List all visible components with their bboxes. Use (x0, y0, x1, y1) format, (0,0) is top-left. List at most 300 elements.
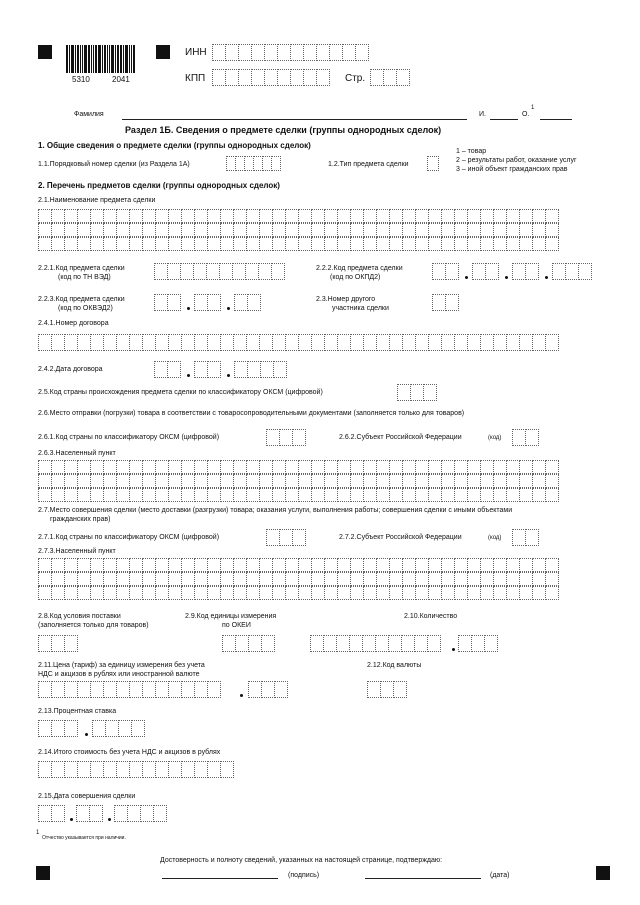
char-cell[interactable] (64, 572, 78, 586)
char-cell[interactable] (441, 223, 455, 237)
char-cell[interactable] (194, 209, 208, 223)
char-cell[interactable] (545, 460, 559, 474)
char-cell[interactable] (285, 488, 299, 502)
char-cell[interactable] (279, 429, 293, 446)
char-cell[interactable] (155, 237, 169, 251)
char-cell[interactable] (389, 460, 403, 474)
char-cell[interactable] (116, 572, 130, 586)
char-cell[interactable] (103, 761, 117, 778)
char-cell[interactable] (337, 586, 351, 600)
char-cell[interactable] (194, 761, 208, 778)
char-cell[interactable] (506, 237, 520, 251)
inn-field[interactable] (212, 44, 369, 61)
f273-row-1[interactable] (38, 558, 559, 572)
char-cell[interactable] (337, 572, 351, 586)
char-cell[interactable] (506, 474, 520, 488)
char-cell[interactable] (311, 223, 325, 237)
char-cell[interactable] (233, 223, 247, 237)
char-cell[interactable] (259, 237, 273, 251)
char-cell[interactable] (64, 460, 78, 474)
char-cell[interactable] (525, 263, 539, 280)
char-cell[interactable] (181, 223, 195, 237)
char-cell[interactable] (350, 586, 364, 600)
char-cell[interactable] (92, 720, 106, 737)
char-cell[interactable] (220, 460, 234, 474)
char-cell[interactable] (396, 69, 410, 86)
char-cell[interactable] (219, 263, 233, 280)
page-number-field[interactable] (370, 69, 410, 86)
char-cell[interactable] (506, 586, 520, 600)
char-cell[interactable] (194, 334, 208, 351)
char-cell[interactable] (245, 263, 259, 280)
char-cell[interactable] (38, 681, 52, 698)
char-cell[interactable] (467, 572, 481, 586)
char-cell[interactable] (484, 635, 498, 652)
char-cell[interactable] (402, 460, 416, 474)
f214-field[interactable] (38, 761, 234, 778)
char-cell[interactable] (247, 361, 261, 378)
char-cell[interactable] (506, 558, 520, 572)
char-cell[interactable] (493, 474, 507, 488)
char-cell[interactable] (272, 558, 286, 572)
char-cell[interactable] (259, 558, 273, 572)
char-cell[interactable] (207, 460, 221, 474)
char-cell[interactable] (545, 572, 559, 586)
char-cell[interactable] (246, 237, 260, 251)
char-cell[interactable] (350, 209, 364, 223)
char-cell[interactable] (129, 460, 143, 474)
char-cell[interactable] (337, 474, 351, 488)
char-cell[interactable] (212, 44, 226, 61)
char-cell[interactable] (90, 237, 104, 251)
char-cell[interactable] (310, 635, 324, 652)
char-cell[interactable] (532, 586, 546, 600)
char-cell[interactable] (264, 69, 278, 86)
initial-second-line[interactable] (540, 119, 572, 120)
char-cell[interactable] (207, 361, 221, 378)
char-cell[interactable] (402, 209, 416, 223)
f263-row-2[interactable] (38, 474, 559, 488)
char-cell[interactable] (129, 474, 143, 488)
f221-field[interactable] (154, 263, 285, 280)
char-cell[interactable] (480, 460, 494, 474)
char-cell[interactable] (285, 558, 299, 572)
char-cell[interactable] (402, 572, 416, 586)
char-cell[interactable] (181, 237, 195, 251)
char-cell[interactable] (355, 44, 369, 61)
char-cell[interactable] (103, 572, 117, 586)
char-cell[interactable] (103, 460, 117, 474)
char-cell[interactable] (64, 761, 78, 778)
char-cell[interactable] (51, 720, 65, 737)
char-cell[interactable] (129, 572, 143, 586)
char-cell[interactable] (246, 572, 260, 586)
char-cell[interactable] (441, 488, 455, 502)
char-cell[interactable] (154, 263, 168, 280)
char-cell[interactable] (181, 209, 195, 223)
char-cell[interactable] (247, 294, 261, 311)
f271-field[interactable] (266, 529, 306, 546)
char-cell[interactable] (246, 586, 260, 600)
char-cell[interactable] (493, 586, 507, 600)
char-cell[interactable] (220, 237, 234, 251)
f21-row-2[interactable] (38, 223, 559, 237)
char-cell[interactable] (480, 223, 494, 237)
char-cell[interactable] (445, 294, 459, 311)
char-cell[interactable] (383, 69, 397, 86)
char-cell[interactable] (316, 44, 330, 61)
char-cell[interactable] (142, 237, 156, 251)
char-cell[interactable] (207, 488, 221, 502)
char-cell[interactable] (427, 635, 441, 652)
char-cell[interactable] (493, 572, 507, 586)
char-cell[interactable] (168, 223, 182, 237)
char-cell[interactable] (349, 635, 363, 652)
f273-row-2[interactable] (38, 572, 559, 586)
char-cell[interactable] (402, 223, 416, 237)
char-cell[interactable] (129, 223, 143, 237)
char-cell[interactable] (168, 586, 182, 600)
char-cell[interactable] (142, 334, 156, 351)
char-cell[interactable] (480, 488, 494, 502)
char-cell[interactable] (303, 69, 317, 86)
char-cell[interactable] (220, 223, 234, 237)
char-cell[interactable] (370, 69, 384, 86)
char-cell[interactable] (389, 488, 403, 502)
char-cell[interactable] (38, 586, 52, 600)
char-cell[interactable] (545, 237, 559, 251)
char-cell[interactable] (90, 474, 104, 488)
char-cell[interactable] (376, 558, 390, 572)
char-cell[interactable] (578, 263, 592, 280)
char-cell[interactable] (168, 237, 182, 251)
f210-field-int[interactable] (310, 635, 441, 652)
char-cell[interactable] (376, 572, 390, 586)
char-cell[interactable] (168, 761, 182, 778)
char-cell[interactable] (311, 209, 325, 223)
f212-field[interactable] (367, 681, 407, 698)
char-cell[interactable] (303, 44, 317, 61)
char-cell[interactable] (90, 460, 104, 474)
char-cell[interactable] (311, 488, 325, 502)
f29-field[interactable] (222, 635, 275, 652)
char-cell[interactable] (246, 209, 260, 223)
char-cell[interactable] (454, 586, 468, 600)
char-cell[interactable] (272, 209, 286, 223)
char-cell[interactable] (376, 334, 390, 351)
char-cell[interactable] (194, 460, 208, 474)
char-cell[interactable] (142, 488, 156, 502)
char-cell[interactable] (454, 572, 468, 586)
char-cell[interactable] (388, 635, 402, 652)
char-cell[interactable] (532, 488, 546, 502)
char-cell[interactable] (480, 558, 494, 572)
char-cell[interactable] (376, 488, 390, 502)
char-cell[interactable] (116, 761, 130, 778)
char-cell[interactable] (51, 572, 65, 586)
char-cell[interactable] (259, 460, 273, 474)
char-cell[interactable] (545, 223, 559, 237)
char-cell[interactable] (342, 44, 356, 61)
char-cell[interactable] (363, 586, 377, 600)
char-cell[interactable] (142, 761, 156, 778)
char-cell[interactable] (389, 572, 403, 586)
char-cell[interactable] (233, 237, 247, 251)
s1-f11-field[interactable] (226, 156, 281, 171)
char-cell[interactable] (51, 805, 65, 822)
char-cell[interactable] (565, 263, 579, 280)
char-cell[interactable] (103, 209, 117, 223)
char-cell[interactable] (194, 681, 208, 698)
char-cell[interactable] (103, 558, 117, 572)
char-cell[interactable] (512, 263, 526, 280)
char-cell[interactable] (194, 237, 208, 251)
char-cell[interactable] (129, 681, 143, 698)
char-cell[interactable] (64, 720, 78, 737)
char-cell[interactable] (298, 558, 312, 572)
char-cell[interactable] (90, 681, 104, 698)
char-cell[interactable] (51, 223, 65, 237)
char-cell[interactable] (155, 474, 169, 488)
char-cell[interactable] (168, 558, 182, 572)
char-cell[interactable] (376, 586, 390, 600)
char-cell[interactable] (415, 209, 429, 223)
char-cell[interactable] (64, 681, 78, 698)
char-cell[interactable] (441, 558, 455, 572)
char-cell[interactable] (76, 805, 90, 822)
char-cell[interactable] (337, 488, 351, 502)
char-cell[interactable] (285, 223, 299, 237)
char-cell[interactable] (552, 263, 566, 280)
char-cell[interactable] (350, 572, 364, 586)
char-cell[interactable] (272, 488, 286, 502)
char-cell[interactable] (142, 223, 156, 237)
char-cell[interactable] (389, 334, 403, 351)
char-cell[interactable] (118, 720, 132, 737)
char-cell[interactable] (261, 681, 275, 698)
char-cell[interactable] (519, 237, 533, 251)
char-cell[interactable] (90, 558, 104, 572)
char-cell[interactable] (506, 572, 520, 586)
char-cell[interactable] (428, 488, 442, 502)
char-cell[interactable] (506, 223, 520, 237)
char-cell[interactable] (155, 223, 169, 237)
char-cell[interactable] (337, 334, 351, 351)
char-cell[interactable] (329, 44, 343, 61)
char-cell[interactable] (402, 334, 416, 351)
char-cell[interactable] (324, 223, 338, 237)
char-cell[interactable] (193, 263, 207, 280)
char-cell[interactable] (103, 223, 117, 237)
char-cell[interactable] (155, 209, 169, 223)
char-cell[interactable] (194, 558, 208, 572)
char-cell[interactable] (64, 237, 78, 251)
char-cell[interactable] (480, 209, 494, 223)
char-cell[interactable] (220, 488, 234, 502)
char-cell[interactable] (129, 586, 143, 600)
char-cell[interactable] (545, 209, 559, 223)
char-cell[interactable] (350, 334, 364, 351)
char-cell[interactable] (259, 488, 273, 502)
char-cell[interactable] (311, 237, 325, 251)
char-cell[interactable] (266, 429, 280, 446)
char-cell[interactable] (131, 720, 145, 737)
f223-field-2[interactable] (194, 294, 221, 311)
char-cell[interactable] (519, 572, 533, 586)
char-cell[interactable] (350, 237, 364, 251)
char-cell[interactable] (77, 223, 91, 237)
char-cell[interactable] (454, 334, 468, 351)
char-cell[interactable] (155, 334, 169, 351)
char-cell[interactable] (363, 237, 377, 251)
char-cell[interactable] (251, 69, 265, 86)
char-cell[interactable] (181, 474, 195, 488)
char-cell[interactable] (181, 681, 195, 698)
char-cell[interactable] (285, 209, 299, 223)
char-cell[interactable] (311, 460, 325, 474)
char-cell[interactable] (393, 681, 407, 698)
char-cell[interactable] (77, 572, 91, 586)
char-cell[interactable] (259, 586, 273, 600)
char-cell[interactable] (220, 558, 234, 572)
f215-field-month[interactable] (76, 805, 103, 822)
char-cell[interactable] (375, 635, 389, 652)
char-cell[interactable] (51, 488, 65, 502)
char-cell[interactable] (428, 586, 442, 600)
char-cell[interactable] (337, 558, 351, 572)
char-cell[interactable] (467, 209, 481, 223)
char-cell[interactable] (233, 474, 247, 488)
char-cell[interactable] (290, 69, 304, 86)
char-cell[interactable] (277, 44, 291, 61)
char-cell[interactable] (272, 460, 286, 474)
char-cell[interactable] (77, 474, 91, 488)
char-cell[interactable] (207, 474, 221, 488)
char-cell[interactable] (64, 223, 78, 237)
char-cell[interactable] (207, 572, 221, 586)
char-cell[interactable] (259, 572, 273, 586)
char-cell[interactable] (233, 209, 247, 223)
char-cell[interactable] (480, 572, 494, 586)
char-cell[interactable] (432, 263, 446, 280)
char-cell[interactable] (324, 586, 338, 600)
char-cell[interactable] (168, 334, 182, 351)
char-cell[interactable] (376, 223, 390, 237)
char-cell[interactable] (207, 558, 221, 572)
char-cell[interactable] (64, 488, 78, 502)
char-cell[interactable] (285, 334, 299, 351)
char-cell[interactable] (207, 223, 221, 237)
char-cell[interactable] (519, 334, 533, 351)
char-cell[interactable] (155, 761, 169, 778)
char-cell[interactable] (181, 586, 195, 600)
char-cell[interactable] (472, 263, 486, 280)
char-cell[interactable] (454, 558, 468, 572)
f211-field-int[interactable] (38, 681, 221, 698)
char-cell[interactable] (350, 474, 364, 488)
f273-row-3[interactable] (38, 586, 559, 600)
char-cell[interactable] (260, 361, 274, 378)
f222-field-1[interactable] (432, 263, 459, 280)
char-cell[interactable] (415, 488, 429, 502)
char-cell[interactable] (103, 586, 117, 600)
char-cell[interactable] (51, 761, 65, 778)
char-cell[interactable] (414, 635, 428, 652)
char-cell[interactable] (233, 572, 247, 586)
char-cell[interactable] (246, 474, 260, 488)
char-cell[interactable] (90, 586, 104, 600)
char-cell[interactable] (194, 294, 208, 311)
char-cell[interactable] (402, 237, 416, 251)
char-cell[interactable] (350, 558, 364, 572)
char-cell[interactable] (532, 237, 546, 251)
char-cell[interactable] (454, 237, 468, 251)
char-cell[interactable] (116, 209, 130, 223)
char-cell[interactable] (532, 209, 546, 223)
char-cell[interactable] (77, 488, 91, 502)
char-cell[interactable] (471, 635, 485, 652)
char-cell[interactable] (532, 558, 546, 572)
char-cell[interactable] (207, 209, 221, 223)
f262-field[interactable] (512, 429, 539, 446)
char-cell[interactable] (103, 488, 117, 502)
char-cell[interactable] (428, 209, 442, 223)
char-cell[interactable] (467, 488, 481, 502)
char-cell[interactable] (259, 223, 273, 237)
char-cell[interactable] (51, 681, 65, 698)
char-cell[interactable] (324, 558, 338, 572)
char-cell[interactable] (77, 209, 91, 223)
char-cell[interactable] (181, 572, 195, 586)
char-cell[interactable] (401, 635, 415, 652)
char-cell[interactable] (90, 572, 104, 586)
char-cell[interactable] (233, 460, 247, 474)
char-cell[interactable] (298, 237, 312, 251)
char-cell[interactable] (246, 488, 260, 502)
char-cell[interactable] (427, 156, 439, 171)
char-cell[interactable] (140, 805, 154, 822)
char-cell[interactable] (324, 572, 338, 586)
char-cell[interactable] (423, 384, 437, 401)
char-cell[interactable] (272, 237, 286, 251)
char-cell[interactable] (38, 805, 52, 822)
char-cell[interactable] (402, 488, 416, 502)
char-cell[interactable] (519, 460, 533, 474)
f263-row-1[interactable] (38, 460, 559, 474)
char-cell[interactable] (90, 209, 104, 223)
f223-field-1[interactable] (154, 294, 181, 311)
signature-line[interactable] (162, 878, 278, 879)
char-cell[interactable] (428, 334, 442, 351)
char-cell[interactable] (506, 488, 520, 502)
char-cell[interactable] (363, 334, 377, 351)
char-cell[interactable] (129, 761, 143, 778)
char-cell[interactable] (38, 460, 52, 474)
char-cell[interactable] (116, 681, 130, 698)
char-cell[interactable] (428, 558, 442, 572)
char-cell[interactable] (264, 44, 278, 61)
char-cell[interactable] (285, 586, 299, 600)
char-cell[interactable] (235, 635, 249, 652)
char-cell[interactable] (337, 209, 351, 223)
char-cell[interactable] (272, 586, 286, 600)
char-cell[interactable] (545, 474, 559, 488)
char-cell[interactable] (168, 488, 182, 502)
char-cell[interactable] (142, 558, 156, 572)
char-cell[interactable] (519, 488, 533, 502)
char-cell[interactable] (350, 223, 364, 237)
char-cell[interactable] (116, 586, 130, 600)
